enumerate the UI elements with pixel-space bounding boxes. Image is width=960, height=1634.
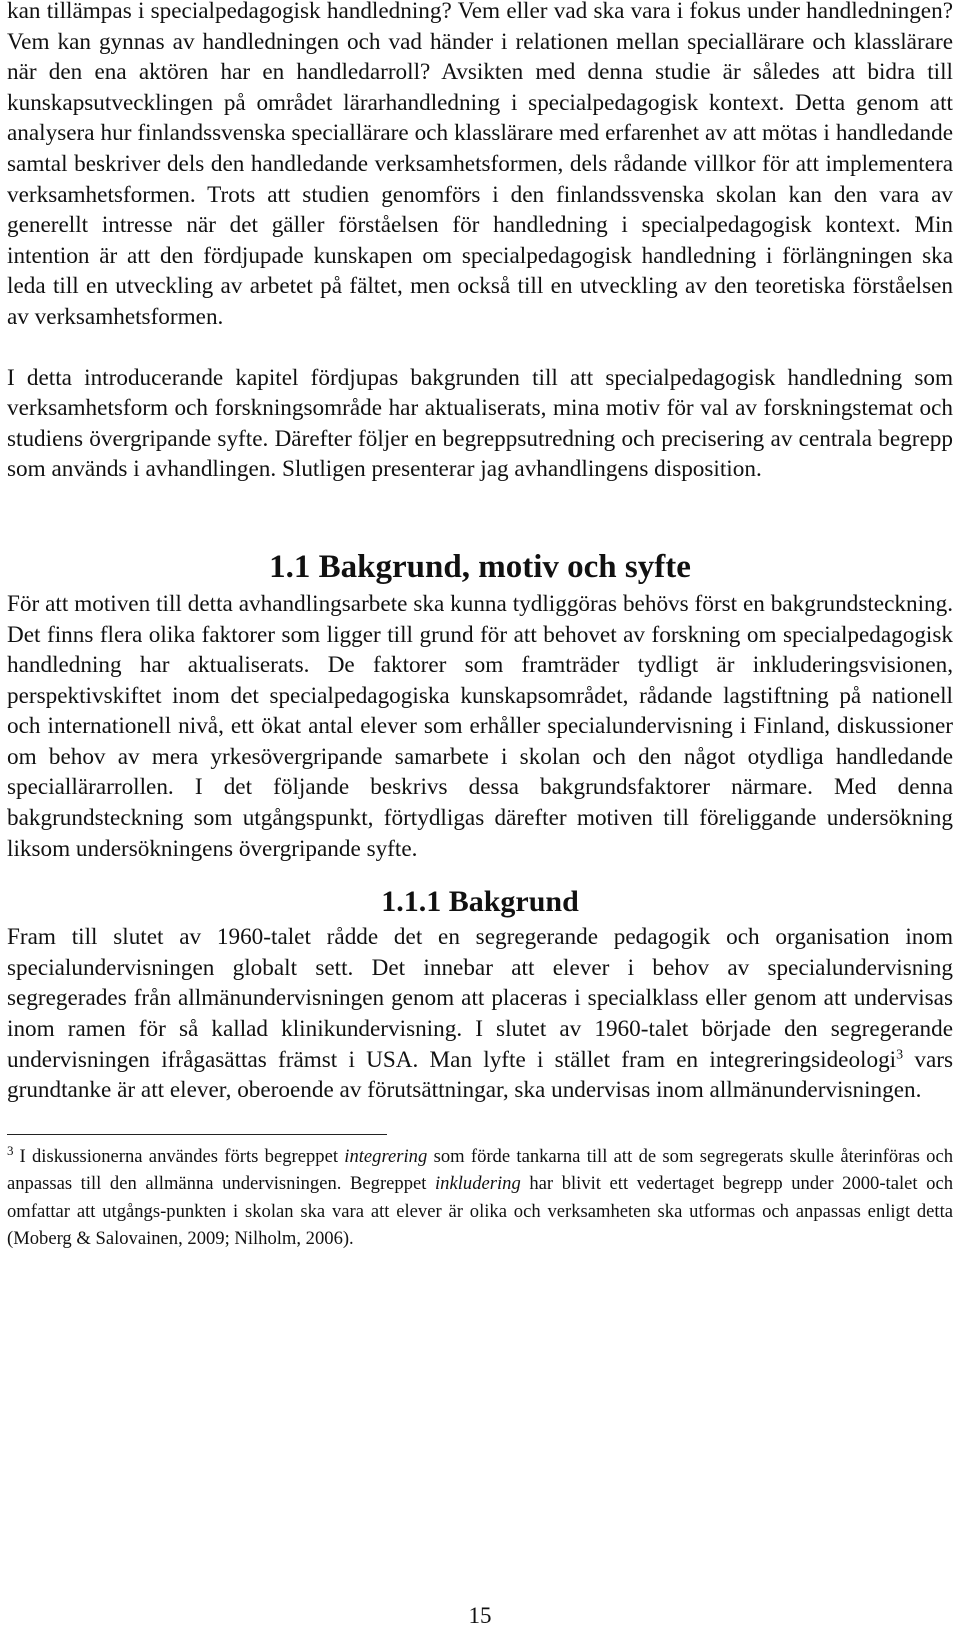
footnote-term-integrering: integrering xyxy=(344,1145,428,1167)
document-page xyxy=(7,0,953,1252)
footnote-text-3: har blivit ett vedertaget begrepp under 2000-talet och omfattar att utgångs-punkten i skolan ska vara att elever är olika och verksamheten ska utformas och anpassas enligt detta (Moberg & Salovainen, 2009; Nilholm, 2006). xyxy=(7,1173,953,1250)
paragraph-text-start: Fram till slutet av 1960-talet rådde det en segregerande pedagogik och organisation inom specialundervisningen globalt sett. Det innebar att elever i behov av specialundervisning segregerades från allmänundervisningen genom att placeras i specialklass eller genom att undervisas inom ramen för så kallad klinikundervisning. I slutet av 1960-talet började den segregerande undervisningen ifrågasättas främst i USA. Man lyfte i stället fram en integreringsideologi xyxy=(7,924,953,1073)
section-heading-1-1: 1.1 Bakgrund, motiv och syfte xyxy=(269,548,691,585)
footnote-reference[interactable]: 3 xyxy=(896,1046,904,1062)
body-paragraph-background xyxy=(7,922,953,1106)
body-paragraph-background-motives: För att motiven till detta avhandlingsarbete ska kunna tydliggöras behövs först en bakgrundsteckning. Det finns flera olika faktorer som ligger till grund för att behovet av forskning om specialpedagogisk handledning har aktualiserats. De faktorer som framträder tydligt är inkluderingsvisionen, perspektivskiftet inom det specialpedagogiska kunskapsområdet, rådande lagstiftning på nationell och internationell nivå, ett ökat antal elever som erhåller specialundervisning i Finland, diskussioner om behov av mera yrkesövergripande samarbete i skolan och den något otydliga handledande speciallärarrollen. I det följande beskrivs dessa bakgrundsfaktorer närmare. Med denna bakgrundsteckning som utgångspunkt, förtydligas därefter motiven till föreliggande undersökning liksom undersökningens övergripande syfte. xyxy=(7,590,953,862)
footnote-number: 3 xyxy=(7,1142,14,1158)
footnote-text-2: som förde tankarna till att de som segregerats skulle återinföras och anpassas till den allmänna undervisningen. Begreppet xyxy=(7,1145,953,1195)
body-paragraph-chapter-overview: I detta introducerande kapitel fördjupas bakgrunden till att specialpedagogisk handledning som verksamhetsform och forskningsområde har aktualiserats, mina motiv för val av forskningstemat och studiens övergripande syfte. Därefter följer en begreppsutredning och precisering av centrala begrepp som används i avhandlingen. Slutligen presenterar jag avhandlingens disposition. xyxy=(7,364,953,483)
footnote-text-1: I diskussionerna användes förts begreppet xyxy=(19,1145,345,1167)
subsection-heading-1-1-1: 1.1.1 Bakgrund xyxy=(381,885,579,919)
footnote xyxy=(7,1143,953,1253)
footnote-term-inkludering: inkludering xyxy=(435,1173,521,1195)
footnote-separator xyxy=(7,1134,387,1135)
body-paragraph-intro: kan tillämpas i specialpedagogisk handledning? Vem eller vad ska vara i fokus under handledningen? Vem kan gynnas av handledningen och vad händer i relationen mellan speciallärare och klasslärare när den ena aktören har en handledarroll? Avsikten med denna studie är således att bidra till kunskapsutvecklingen på området lärarhandledning i specialpedagogisk kontext. Detta genom att analysera hur finlandssvenska speciallärare och klasslärare med erfarenhet av att mötas i handledande samtal beskriver dels den handledande verksamhetsformen, dels rådande villkor för att implementera verksamhetsformen. Trots att studien genomförs i den finlandssvenska skolan kan den vara av generellt intresse när det gäller förståelsen för handledning i specialpedagogisk kontext. Min intention är att den fördjupade kunskapen om specialpedagogisk handledning i förlängningen ska leda till en utveckling av arbetet på fältet, men också till en utveckling av den teoretiska förståelsen av verksamhetsformen. xyxy=(7,0,953,330)
paragraph-text-end: vars grundtanke är att elever, oberoende av förutsättningar, ska undervisas inom allmänundervisningen. xyxy=(7,1046,953,1104)
page-number: 15 xyxy=(468,1603,492,1628)
